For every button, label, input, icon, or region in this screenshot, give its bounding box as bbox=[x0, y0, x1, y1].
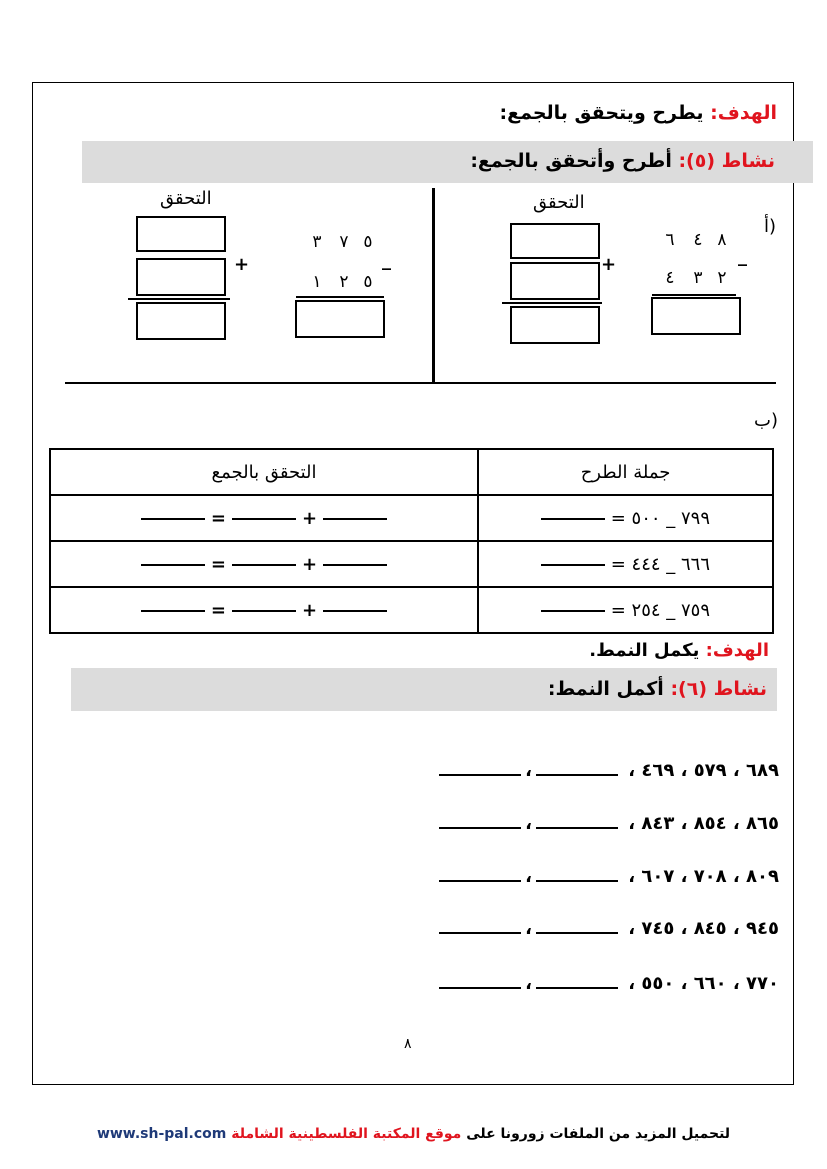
pattern-sequence: ٨٠٩ ، ٧٠٨ ، ٦٠٧ ، bbox=[628, 866, 779, 887]
table-row bbox=[50, 587, 773, 633]
pattern-blank[interactable] bbox=[439, 931, 521, 934]
p1-plus-sign: + bbox=[601, 254, 617, 275]
p2-top-hundreds: ٣ bbox=[312, 232, 322, 252]
p1-result-line bbox=[652, 294, 736, 296]
activity6-label: نشاط (٦): bbox=[670, 678, 767, 700]
check-cell bbox=[50, 495, 478, 541]
goal-heading bbox=[500, 102, 777, 124]
subtraction-cell bbox=[478, 587, 773, 633]
pattern-blank[interactable] bbox=[439, 773, 521, 776]
addend-blank[interactable] bbox=[323, 517, 387, 520]
table-row bbox=[50, 541, 773, 587]
header-subtraction: جملة الطرح bbox=[478, 449, 773, 495]
plus-sign: + bbox=[302, 507, 318, 529]
p1-bottom-hundreds: ٤ bbox=[665, 268, 675, 288]
p2-minus-sign: _ bbox=[382, 250, 391, 271]
part-b-table bbox=[49, 448, 774, 634]
p1-top-hundreds: ٦ bbox=[665, 230, 675, 250]
addend-blank[interactable] bbox=[323, 563, 387, 566]
p1-bottom-ones: ٢ bbox=[717, 268, 727, 288]
pattern-comma: ، bbox=[525, 866, 532, 887]
activity5-label: نشاط (٥): bbox=[678, 150, 775, 172]
p1-check-label: التحقق bbox=[533, 192, 585, 213]
pattern-comma: ، bbox=[525, 813, 532, 834]
pattern-row bbox=[435, 760, 779, 781]
sum-blank[interactable] bbox=[141, 563, 205, 566]
table-header-row bbox=[50, 449, 773, 495]
goal2-heading bbox=[589, 640, 769, 661]
pattern-sequence: ٩٤٥ ، ٨٤٥ ، ٧٤٥ ، bbox=[628, 918, 779, 939]
goal2-label: الهدف: bbox=[705, 640, 769, 661]
addend-blank[interactable] bbox=[232, 517, 296, 520]
p2-top-tens: ٧ bbox=[339, 232, 349, 252]
p2-check-box-1[interactable] bbox=[136, 216, 226, 252]
pattern-blank[interactable] bbox=[536, 879, 618, 882]
pattern-comma: ، bbox=[525, 760, 532, 781]
p1-check-box-2[interactable] bbox=[510, 262, 600, 300]
pattern-row bbox=[435, 918, 779, 939]
pattern-row bbox=[435, 866, 779, 887]
pattern-blank[interactable] bbox=[439, 986, 521, 989]
goal2-text: يكمل النمط. bbox=[589, 640, 700, 661]
footer-url[interactable]: www.sh-pal.com bbox=[96, 1126, 227, 1142]
part-a-marker: أ) bbox=[764, 216, 777, 237]
goal-label: الهدف: bbox=[710, 102, 777, 124]
addend-blank[interactable] bbox=[232, 563, 296, 566]
p1-minus-sign: _ bbox=[738, 246, 747, 267]
pattern-blank[interactable] bbox=[536, 931, 618, 934]
pattern-blank[interactable] bbox=[439, 826, 521, 829]
p2-check-line bbox=[128, 298, 230, 300]
addend-blank[interactable] bbox=[323, 609, 387, 612]
subtraction-cell bbox=[478, 541, 773, 587]
pattern-row bbox=[435, 973, 779, 994]
pattern-sequence: ٧٧٠ ، ٦٦٠ ، ٥٥٠ ، bbox=[628, 973, 779, 994]
p1-bottom-tens: ٣ bbox=[693, 268, 703, 288]
p2-bottom-hundreds: ١ bbox=[312, 272, 322, 292]
answer-blank[interactable] bbox=[541, 517, 605, 520]
part-b-marker: ب) bbox=[754, 410, 778, 431]
pattern-sequence: ٦٨٩ ، ٥٧٩ ، ٤٦٩ ، bbox=[628, 760, 779, 781]
p1-check-box-1[interactable] bbox=[510, 223, 600, 259]
sum-blank[interactable] bbox=[141, 609, 205, 612]
plus-sign: + bbox=[302, 553, 318, 575]
check-cell bbox=[50, 587, 478, 633]
p1-check-box-3[interactable] bbox=[510, 306, 600, 344]
pattern-comma: ، bbox=[525, 918, 532, 939]
p2-bottom-ones: ٥ bbox=[363, 272, 373, 292]
p2-plus-sign: + bbox=[234, 254, 250, 275]
activity6-text: أكمل النمط: bbox=[547, 678, 664, 700]
subtraction-expr: ٦٦٦ _ ٤٤٤ = bbox=[610, 553, 711, 575]
part-a-bottom-rule bbox=[65, 382, 776, 384]
p2-check-label: التحقق bbox=[160, 188, 212, 209]
activity5-title bbox=[470, 150, 775, 172]
pattern-blank[interactable] bbox=[536, 826, 618, 829]
pattern-blank[interactable] bbox=[536, 773, 618, 776]
p2-check-box-3[interactable] bbox=[136, 302, 226, 340]
page-number: ٨ bbox=[404, 1036, 412, 1052]
pattern-row bbox=[435, 813, 779, 834]
activity5-text: أطرح وأتحقق بالجمع: bbox=[470, 150, 672, 172]
footer-site-name[interactable]: موقع المكتبة الفلسطينية الشاملة bbox=[231, 1126, 462, 1142]
answer-blank[interactable] bbox=[541, 563, 605, 566]
pattern-blank[interactable] bbox=[536, 986, 618, 989]
subtraction-expr: ٧٩٩ _ ٥٠٠ = bbox=[610, 507, 711, 529]
p2-check-box-2[interactable] bbox=[136, 258, 226, 296]
pattern-comma: ، bbox=[525, 973, 532, 994]
p2-bottom-tens: ٢ bbox=[339, 272, 349, 292]
sum-blank[interactable] bbox=[141, 517, 205, 520]
footer-prefix: لتحميل المزيد من الملفات زورونا على bbox=[466, 1126, 731, 1142]
part-a-divider bbox=[432, 188, 435, 382]
pattern-blank[interactable] bbox=[439, 879, 521, 882]
goal-text: يطرح ويتحقق بالجمع: bbox=[499, 102, 704, 124]
addend-blank[interactable] bbox=[232, 609, 296, 612]
p1-check-line bbox=[502, 302, 602, 304]
activity6-title bbox=[548, 678, 767, 700]
subtraction-cell bbox=[478, 495, 773, 541]
p2-top-ones: ٥ bbox=[363, 232, 373, 252]
equals-sign: = bbox=[210, 507, 227, 529]
header-check: التحقق بالجمع bbox=[50, 449, 478, 495]
p1-top-tens: ٤ bbox=[693, 230, 703, 250]
equals-sign: = bbox=[210, 553, 227, 575]
plus-sign: + bbox=[302, 599, 318, 621]
p1-answer-box[interactable] bbox=[651, 297, 741, 335]
p2-answer-box[interactable] bbox=[295, 300, 385, 338]
footer bbox=[0, 1126, 827, 1142]
subtraction-expr: ٧٥٩ _ ٢٥٤ = bbox=[610, 599, 711, 621]
table-row bbox=[50, 495, 773, 541]
p2-result-line bbox=[296, 296, 384, 298]
p1-top-ones: ٨ bbox=[717, 230, 727, 250]
answer-blank[interactable] bbox=[541, 609, 605, 612]
equals-sign: = bbox=[210, 599, 227, 621]
check-cell bbox=[50, 541, 478, 587]
pattern-sequence: ٨٦٥ ، ٨٥٤ ، ٨٤٣ ، bbox=[628, 813, 779, 834]
